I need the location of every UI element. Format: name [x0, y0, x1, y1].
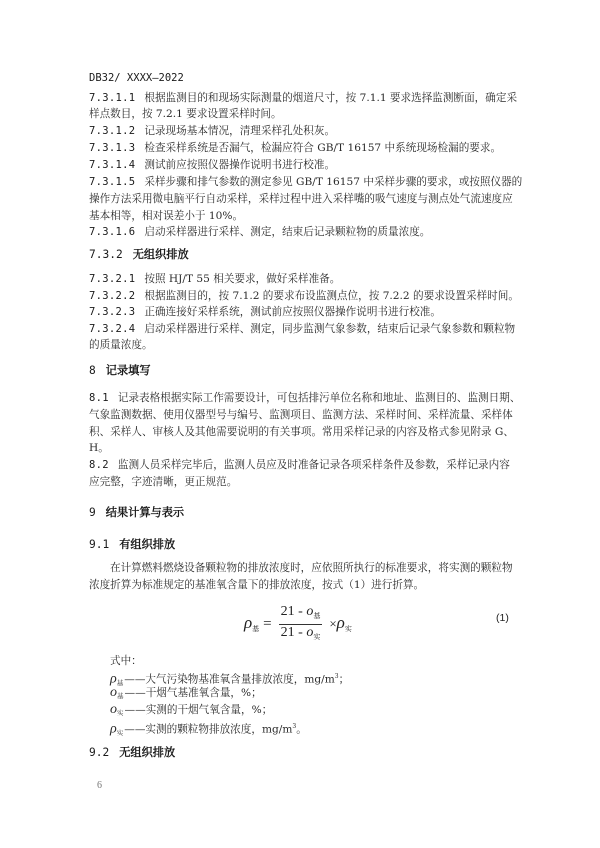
clause-8-1-line-4: H。: [89, 442, 109, 454]
clause-number: 7.3.1.3: [89, 142, 136, 154]
clause-text: 按照 HJ/T 55 相关要求，做好采样准备。: [144, 273, 341, 285]
definition-subscript: 实: [116, 728, 124, 737]
heading-9-1: [89, 538, 175, 552]
formula-fraction: [279, 604, 323, 645]
formula-lhs-symbol: ρ: [244, 613, 253, 633]
heading-title: 记录填写: [105, 364, 151, 377]
definition-text: ——大气污染物基准氧含量排放浓度，mg/m: [124, 673, 335, 686]
clause-7-3-1-1-line-1: [89, 91, 517, 105]
numerator-symbol: o: [306, 604, 314, 619]
document-id-header: DB32/ XXXX—2022: [89, 72, 184, 84]
clause-7-3-2-2: [89, 289, 519, 303]
definition-subscript: 基: [116, 678, 124, 687]
clause-text: 采样步骤和排气参数的测定参见 GB/T 16157 中采样步骤的要求，或按照仪器的: [144, 176, 523, 188]
definition-superscript: 3: [334, 673, 339, 680]
denominator-symbol: o: [306, 625, 314, 640]
definition-symbol: ρ: [110, 721, 117, 737]
denominator-constant: 21 -: [280, 625, 307, 640]
clause-number: 7.3.1.4: [89, 159, 136, 171]
formula-equals: =: [263, 616, 272, 633]
equation-number: (1): [496, 612, 509, 624]
numerator-constant: 21 -: [280, 604, 307, 619]
clause-number: 7.3.2.3: [89, 306, 136, 318]
formula-1: [244, 604, 352, 640]
clause-7-3-1-6: [89, 225, 430, 239]
clause-text: 根据监测目的，按 7.1.2 的要求布设监测点位，按 7.2.2 的要求设置采样时间。: [144, 290, 519, 302]
clause-7-3-2-3: [89, 305, 441, 319]
heading-8: [89, 364, 151, 378]
definition-end: ；: [338, 673, 350, 686]
clause-number: 7.3.2.4: [89, 323, 136, 335]
clause-number: 7.3.2.1: [89, 273, 136, 285]
heading-title: 无组织排放: [119, 746, 176, 759]
clause-text: 记录表格根据实际工作需要设计，可包括排污单位名称和地址、监测目的、监测日期、: [117, 392, 521, 404]
clause-7-3-1-4: [89, 158, 335, 172]
clause-7-3-2-1: [89, 272, 340, 286]
clause-7-3-2-4-line-2: 的质量浓度。: [89, 339, 153, 351]
formula-numerator: [279, 604, 323, 625]
clause-text: 测试前应按照仪器操作说明书进行校准。: [144, 159, 336, 171]
definition-end: 。: [296, 723, 307, 736]
clause-text: 监测人员采样完毕后，监测人员应及时准备记录各项采样条件及参数，采样记录内容: [117, 459, 510, 471]
definition-subscript: 基: [117, 692, 124, 700]
formula-rhs-subscript: 实: [344, 625, 352, 634]
clause-8-1-line-2: 气象监测数据、使用仪器型号与编号、监测项目、监测方法、采样时间、采样流量、采样体: [89, 409, 513, 421]
clause-number: 7.3.1.6: [89, 226, 136, 238]
page-number: 6: [97, 780, 102, 791]
numerator-subscript: 基: [313, 612, 321, 620]
heading-title: 无组织排放: [132, 248, 189, 261]
denominator-subscript: 实: [313, 633, 321, 641]
clause-7-3-1-5-line-2: 操作方法采用微电脑平行自动采样，采样过程中进入采样嘴的吸气速度与测点处气流速度应: [89, 193, 513, 205]
definition-symbol: o: [110, 685, 117, 700]
clause-7-3-1-5-line-3: 基本相等，相对误差小于 10%。: [89, 210, 244, 222]
definition-text: ——实测的干烟气氧含量，%；: [124, 704, 273, 716]
definition-symbol: o: [110, 702, 117, 717]
heading-9: [89, 506, 184, 520]
formula-times: ×: [329, 616, 337, 632]
heading-number: 9.2: [89, 746, 110, 759]
clause-8-1-line-3: 积、采样人、审核人及其他需要说明的有关事项。常用采样记录的内容及格式参见附录 G、: [89, 426, 514, 438]
clause-text: 启动采样器进行采样、测定，同步监测气象参数，结束后记录气象参数和颗粒物: [144, 323, 516, 335]
clause-text: 记录现场基本情况，清理采样孔处积灰。: [144, 125, 336, 137]
clause-8-2-line-2: 应完整，字迹清晰，更正规范。: [89, 476, 238, 488]
clause-text: 启动采样器进行采样、测定，结束后记录颗粒物的质量浓度。: [144, 226, 431, 238]
clause-number: 7.3.1.5: [89, 176, 136, 188]
clause-text: 正确连接好采样系统，测试前应按照仪器操作说明书进行校准。: [144, 306, 441, 318]
clause-number: 8.1: [89, 392, 109, 404]
definition-item: [110, 720, 307, 740]
definition-subscript: 实: [117, 709, 124, 717]
clause-7-3-2-4-line-1: [89, 322, 515, 336]
definition-symbol: ρ: [110, 671, 117, 687]
heading-number: 9: [89, 506, 96, 519]
where-label: 式中：: [110, 655, 142, 667]
clause-text: 检查采样系统是否漏气，检漏应符合 GB/T 16157 中系统现场检漏的要求。: [144, 142, 502, 154]
heading-title: 结果计算与表示: [105, 506, 185, 519]
formula-rhs-symbol: ρ: [336, 613, 345, 633]
heading-title: 有组织排放: [119, 538, 176, 551]
definition-item: [110, 703, 272, 720]
clause-number: 7.3.2.2: [89, 290, 136, 302]
clause-7-3-1-2: [89, 124, 335, 138]
clause-text: 根据监测目的和现场实际测量的烟道尺寸，按 7.1.1 要求选择监测断面，确定采: [144, 92, 518, 104]
heading-number: 8: [89, 364, 96, 377]
clause-7-3-1-5-line-1: [89, 175, 522, 189]
clause-7-3-1-1-line-2: 样点数目，按 7.2.1 要求设置采样时间。: [89, 108, 282, 120]
definition-text: ——干烟气基准氧含量，%；: [124, 687, 262, 699]
definition-text: ——实测的颗粒物排放浓度，mg/m: [124, 723, 293, 736]
formula-denominator: [279, 625, 323, 645]
heading-number: 7.3.2: [89, 248, 123, 261]
heading-7-3-2: [89, 248, 189, 262]
paragraph-9-1-line-1: 在计算燃料燃烧设备颗粒物的排放浓度时，应依照所执行的标准要求，将实测的颗粒物: [110, 562, 513, 574]
paragraph-9-1-line-2: 浓度折算为标准规定的基准氧含量下的排放浓度，按式（1）进行折算。: [89, 579, 425, 591]
formula-lhs-subscript: 基: [252, 625, 260, 634]
clause-8-2-line-1: [89, 458, 510, 472]
definition-item: [110, 686, 262, 703]
heading-9-2: [89, 746, 175, 760]
clause-8-1-line-1: [89, 391, 520, 405]
clause-number: 8.2: [89, 459, 109, 471]
definition-superscript: 3: [292, 723, 297, 730]
clause-number: 7.3.1.1: [89, 92, 136, 104]
clause-7-3-1-3: [89, 141, 501, 155]
heading-number: 9.1: [89, 538, 110, 551]
clause-number: 7.3.1.2: [89, 125, 136, 137]
